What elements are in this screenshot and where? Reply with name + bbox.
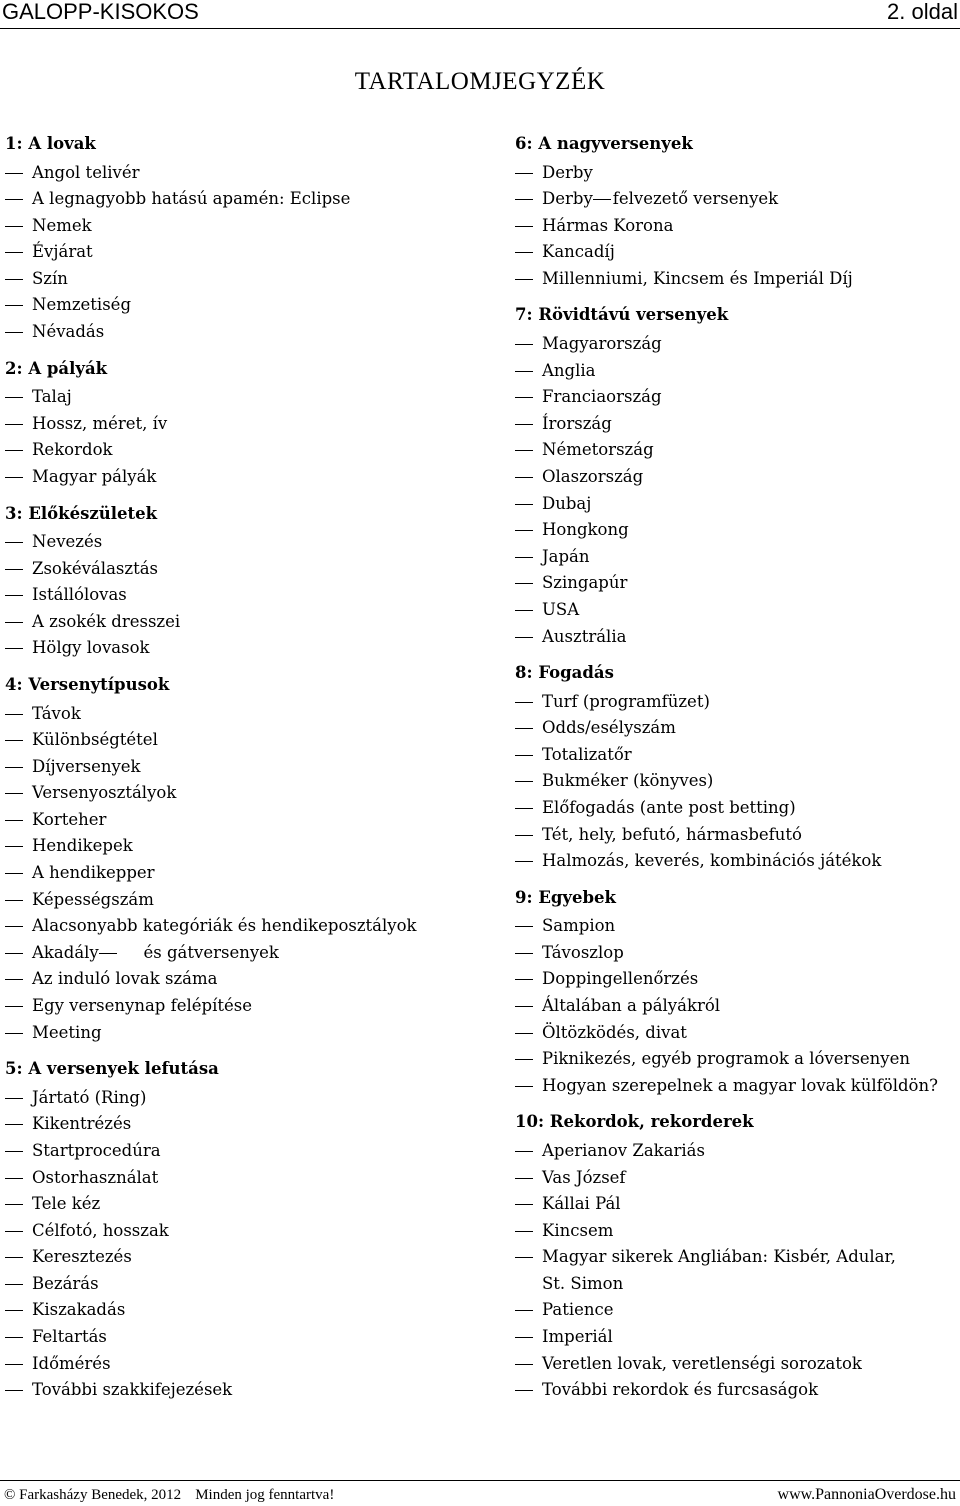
toc-entry[interactable]	[5, 436, 475, 463]
dash-bullet	[515, 1204, 533, 1205]
dash-bullet	[515, 1231, 533, 1232]
toc-entry[interactable]	[515, 238, 955, 265]
toc-entry-label: Ostorhasználat	[32, 1167, 159, 1187]
toc-entry[interactable]	[5, 463, 475, 490]
toc-entry[interactable]	[515, 1323, 955, 1350]
toc-entry[interactable]	[515, 212, 955, 239]
toc-entry-label: Zsokéválasztás	[32, 558, 158, 578]
toc-entry-label: Kállai Pál	[542, 1194, 621, 1214]
dash-bullet	[5, 926, 23, 927]
toc-entry[interactable]	[5, 753, 475, 780]
dash-bullet	[5, 173, 23, 174]
toc-entry[interactable]	[515, 1350, 955, 1377]
toc-entry[interactable]	[515, 357, 955, 384]
dash-bullet	[515, 702, 533, 703]
toc-entry-label: Kiszakadás	[32, 1300, 126, 1320]
toc-entry-label: Millenniumi, Kincsem és Imperiál Díj	[542, 268, 853, 288]
toc-entry-label: Hogyan szerepelnek a magyar lovak külföldön?	[542, 1075, 938, 1095]
toc-entry[interactable]	[5, 265, 475, 292]
toc-entry[interactable]	[515, 1164, 955, 1191]
toc-entry-label: Németország	[542, 440, 654, 460]
toc-entry[interactable]	[5, 185, 475, 212]
toc-entry-label: Bukméker (könyves)	[542, 771, 714, 791]
toc-entry-label: Totalizatőr	[542, 744, 632, 764]
toc-entry[interactable]	[5, 1270, 475, 1297]
dash-bullet	[5, 1006, 23, 1007]
toc-entry-label: Időmérés	[32, 1353, 111, 1373]
dash-bullet	[515, 728, 533, 729]
dash-bullet	[515, 477, 533, 478]
toc-entry-label: Franciaország	[542, 387, 662, 407]
section-title[interactable]: 2: A pályák	[5, 358, 108, 378]
toc-entry[interactable]	[515, 410, 955, 437]
toc-entry-label: Dubaj	[542, 493, 592, 513]
toc-entry-label: A legnagyobb hatású apamén: Eclipse	[32, 189, 351, 209]
toc-entry[interactable]	[5, 238, 475, 265]
toc-title: TARTALOMJEGYZÉK	[354, 68, 606, 95]
toc-entry[interactable]	[5, 528, 475, 555]
toc-entry[interactable]	[515, 741, 955, 768]
toc-entry-label: Hölgy lovasok	[32, 638, 150, 658]
dash-bullet	[5, 1364, 23, 1365]
dash-bullet	[515, 530, 533, 531]
dash-bullet	[5, 226, 23, 227]
toc-entry[interactable]	[5, 318, 475, 345]
toc-entry-label: Turf (programfüzet)	[542, 691, 710, 711]
toc-entry[interactable]	[515, 1190, 955, 1217]
toc-entry[interactable]	[5, 581, 475, 608]
toc-entry[interactable]	[5, 291, 475, 318]
toc-entry[interactable]	[5, 700, 475, 727]
toc-entry-label: Versenyosztályok	[32, 783, 177, 803]
toc-entry-label: Derby	[542, 162, 593, 182]
toc-entry[interactable]	[515, 1243, 955, 1270]
toc-entry[interactable]	[515, 383, 955, 410]
footer-copyright	[4, 1484, 334, 1506]
toc-entry-label: Sampion	[542, 916, 616, 936]
toc-entry[interactable]	[5, 1110, 475, 1137]
toc-entry-label: Írország	[542, 413, 612, 433]
toc-entry[interactable]	[515, 185, 955, 212]
toc-entry-label: Tét, hely, befutó, hármasbefutó	[542, 824, 802, 844]
toc-entry-label: Talaj	[32, 387, 72, 407]
toc-entry-label: Startprocedúra	[32, 1140, 161, 1160]
dash-bullet	[515, 979, 533, 980]
toc-entry[interactable]	[515, 1217, 955, 1244]
toc-entry-label: Nemzetiség	[32, 295, 132, 315]
dash-bullet	[515, 397, 533, 398]
dash-bullet	[5, 1337, 23, 1338]
toc-entry[interactable]	[5, 634, 475, 661]
toc-entry-label: Akadály és gátversenyek	[32, 942, 279, 962]
section-gap	[5, 1045, 475, 1057]
toc-entry-label: USA	[542, 599, 580, 619]
toc-entry-label: Derby felvezető versenyek	[542, 189, 779, 209]
toc-entry[interactable]	[5, 555, 475, 582]
copyright-text: © Farkasházy Benedek, 2012	[4, 1487, 182, 1503]
toc-entry-label: Jártató (Ring)	[32, 1087, 147, 1107]
dash-bullet	[5, 900, 23, 901]
toc-entry-label: Magyar sikerek Angliában: Kisbér, Adular,	[542, 1247, 896, 1267]
toc-entry-label: Patience	[542, 1300, 614, 1320]
dash-bullet	[515, 450, 533, 451]
toc-entry-label: A hendikepper	[32, 863, 155, 883]
dash-bullet	[5, 953, 23, 954]
dash-bullet	[5, 1124, 23, 1125]
section-gap	[515, 874, 955, 886]
toc-entry-label: Szingapúr	[542, 573, 628, 593]
toc-entry[interactable]	[515, 767, 955, 794]
toc-entry-label: Hármas Korona	[542, 215, 674, 235]
toc-entry[interactable]	[515, 159, 955, 186]
page-header	[0, 0, 960, 29]
dash-bullet	[515, 1059, 533, 1060]
toc-entry-label: Öltözködés, divat	[542, 1022, 687, 1042]
dash-bullet	[5, 793, 23, 794]
dash-bullet	[5, 740, 23, 741]
toc-entry-label: Távoszlop	[542, 942, 624, 962]
toc-entry[interactable]	[5, 939, 475, 966]
section-gap	[5, 490, 475, 502]
toc-entry-label: Anglia	[542, 360, 596, 380]
toc-entry[interactable]	[5, 965, 475, 992]
toc-entry[interactable]	[515, 912, 955, 939]
toc-entry[interactable]	[5, 1164, 475, 1191]
dash-bullet	[515, 1257, 533, 1258]
dash-bullet	[515, 1390, 533, 1391]
toc-entry[interactable]	[5, 992, 475, 1019]
toc-entry-label: Aperianov Zakariás	[542, 1140, 705, 1160]
rights-text: Minden jog fenntartva!	[195, 1487, 335, 1503]
toc-entry[interactable]	[515, 569, 955, 596]
section-title[interactable]: 4: Versenytípusok	[5, 675, 170, 694]
toc-entry-label: Alacsonyabb kategóriák és hendikeposztályok	[32, 916, 417, 936]
toc-entry[interactable]	[5, 1084, 475, 1111]
toc-entry[interactable]	[5, 159, 475, 186]
toc-entry[interactable]	[5, 912, 475, 939]
dash-bullet	[5, 1151, 23, 1152]
dash-bullet	[5, 305, 23, 306]
dash-bullet	[5, 1284, 23, 1285]
toc-entry-label: Díjversenyek	[32, 756, 141, 776]
dash-bullet	[5, 873, 23, 874]
toc-entry[interactable]	[515, 516, 955, 543]
section-title[interactable]: 6: A nagyversenyek	[515, 134, 693, 153]
toc-entry-label: Kikentrézés	[32, 1114, 132, 1134]
dash-bullet	[5, 1178, 23, 1179]
toc-entry[interactable]	[5, 410, 475, 437]
toc-entry-label: Általában a pályákról	[542, 996, 721, 1016]
toc-entry[interactable]	[515, 436, 955, 463]
toc-entry-label: Az induló lovak száma	[32, 969, 218, 989]
dash-bullet	[5, 1231, 23, 1232]
toc-entry-label: Nevezés	[32, 532, 103, 552]
toc-entry[interactable]	[5, 886, 475, 913]
toc-entry[interactable]	[515, 939, 955, 966]
dash-bullet	[515, 781, 533, 782]
dash-bullet	[5, 846, 23, 847]
dash-bullet	[5, 767, 23, 768]
dash-bullet	[515, 279, 533, 280]
section-gap	[515, 291, 955, 303]
dash-bullet	[515, 637, 533, 638]
dash-bullet	[5, 714, 23, 715]
toc-entry-label: Bezárás	[32, 1273, 99, 1293]
dash-bullet	[515, 557, 533, 558]
toc-entry[interactable]	[5, 1350, 475, 1377]
dash-bullet	[5, 569, 23, 570]
dash-bullet	[515, 583, 533, 584]
toc-entry-label: Célfotó, hosszak	[32, 1220, 169, 1240]
toc-entry-label: Halmozás, keverés, kombinációs játékok	[542, 851, 882, 871]
website-link[interactable]: www.PannoniaOverdose.hu	[777, 1486, 956, 1503]
toc-entry-label: Hossz, méret, ív	[32, 413, 168, 433]
toc-entry[interactable]	[5, 806, 475, 833]
toc-entry[interactable]	[5, 383, 475, 410]
dash-bullet	[5, 1257, 23, 1258]
section-title[interactable]: 3: Előkészületek	[5, 503, 158, 523]
toc-entry[interactable]	[515, 330, 955, 357]
dash-bullet	[515, 504, 533, 505]
toc-entry-label: További szakkifejezések	[32, 1380, 233, 1400]
toc-entry-label: További rekordok és furcsaságok	[542, 1380, 819, 1400]
toc-entry-label: Szín	[32, 268, 68, 288]
toc-entry-label: Évjárat	[32, 242, 93, 262]
section-title[interactable]: 1: A lovak	[5, 134, 96, 153]
toc-entry-label: Rekordok	[32, 440, 113, 460]
toc-entry[interactable]	[515, 596, 955, 623]
toc-entry-label: Imperiál	[542, 1327, 613, 1347]
document-title: GALOPP-KISOKOS	[2, 0, 199, 24]
section-title[interactable]: 7: Rövidtávú versenyek	[515, 305, 729, 325]
toc-entry-label: Veretlen lovak, veretlenségi sorozatok	[542, 1353, 862, 1373]
toc-entry[interactable]	[5, 1137, 475, 1164]
dash-bullet	[515, 926, 533, 927]
dash-bullet	[515, 199, 533, 200]
toc-entry-label: Japán	[542, 546, 590, 566]
toc-entry-label: Istállólovas	[32, 585, 127, 605]
dash-bullet	[515, 344, 533, 345]
section-gap	[515, 649, 955, 661]
toc-entry-label: Vas József	[542, 1167, 626, 1187]
toc-entry[interactable]	[5, 779, 475, 806]
toc-entry[interactable]	[515, 1296, 955, 1323]
toc-entry[interactable]	[515, 543, 955, 570]
toc-entry-label: Feltartás	[32, 1327, 107, 1347]
dash-bullet	[5, 542, 23, 543]
toc-entry-label: Hongkong	[542, 520, 629, 540]
toc-entry-label: A zsokék dresszei	[32, 611, 181, 631]
toc-entry[interactable]	[515, 847, 955, 874]
section-title[interactable]: 9: Egyebek	[515, 887, 616, 907]
inline-dash	[99, 953, 117, 954]
dash-bullet	[5, 979, 23, 980]
toc-entry[interactable]	[5, 726, 475, 753]
toc-entry-label: Képességszám	[32, 889, 154, 909]
toc-left-column	[5, 132, 475, 1403]
dash-bullet	[5, 279, 23, 280]
toc-entry[interactable]	[515, 1270, 955, 1297]
dash-bullet	[5, 1390, 23, 1391]
page-number: 2. oldal	[887, 0, 958, 24]
dash-bullet	[515, 1337, 533, 1338]
dash-bullet	[5, 477, 23, 478]
section-title[interactable]: 10: Rekordok, rekorderek	[515, 1112, 754, 1132]
toc-entry[interactable]	[515, 1376, 955, 1403]
toc-entry[interactable]	[515, 1045, 955, 1072]
toc-entry-label: Piknikezés, egyéb programok a lóversenyen	[542, 1049, 911, 1069]
dash-bullet	[5, 397, 23, 398]
dash-bullet	[515, 808, 533, 809]
dash-bullet	[5, 450, 23, 451]
dash-bullet	[515, 252, 533, 253]
dash-bullet	[5, 252, 23, 253]
dash-bullet	[515, 953, 533, 954]
toc-entry[interactable]	[5, 608, 475, 635]
toc-entry-label: Tele kéz	[32, 1194, 101, 1214]
dash-bullet	[5, 622, 23, 623]
dash-bullet	[515, 755, 533, 756]
section-title[interactable]: 5: A versenyek lefutása	[5, 1059, 219, 1079]
dash-bullet	[515, 861, 533, 862]
dash-bullet	[515, 1033, 533, 1034]
dash-bullet	[5, 595, 23, 596]
toc-entry[interactable]	[515, 688, 955, 715]
toc-entry-label: Magyar pályák	[32, 466, 157, 486]
toc-entry-label: Kincsem	[542, 1220, 614, 1240]
toc-entry[interactable]	[5, 1376, 475, 1403]
toc-entry[interactable]	[5, 1217, 475, 1244]
dash-bullet	[515, 835, 533, 836]
dash-bullet	[515, 424, 533, 425]
dash-bullet	[515, 1310, 533, 1311]
dash-bullet	[515, 1178, 533, 1179]
toc-entry-label: Nemek	[32, 215, 92, 235]
dash-bullet	[515, 226, 533, 227]
dash-bullet	[5, 1310, 23, 1311]
toc-entry-label: Odds/esélyszám	[542, 718, 676, 738]
toc-entry[interactable]	[515, 463, 955, 490]
toc-entry[interactable]	[515, 1137, 955, 1164]
dash-bullet	[5, 1033, 23, 1034]
section-gap	[5, 345, 475, 357]
toc-entry-label: Doppingellenőrzés	[542, 969, 699, 989]
toc-entry-label: Különbségtétel	[32, 730, 158, 750]
toc-entry[interactable]	[5, 1296, 475, 1323]
dash-bullet	[515, 173, 533, 174]
toc-entry[interactable]	[515, 1019, 955, 1046]
page-footer	[0, 1480, 960, 1505]
toc-entry-label: Előfogadás (ante post betting)	[542, 797, 796, 817]
dash-bullet	[5, 1098, 23, 1099]
toc-entry[interactable]	[515, 1072, 955, 1099]
dash-bullet	[515, 610, 533, 611]
toc-entry[interactable]	[5, 1243, 475, 1270]
toc-entry-label: Angol telivér	[32, 162, 140, 182]
toc-entry-label: Névadás	[32, 322, 105, 342]
toc-entry[interactable]	[515, 490, 955, 517]
toc-entry-label: Ausztrália	[542, 626, 627, 646]
toc-entry[interactable]	[5, 1323, 475, 1350]
dash-bullet	[515, 1086, 533, 1087]
toc-entry[interactable]	[5, 1019, 475, 1046]
toc-entry[interactable]	[5, 859, 475, 886]
toc-entry[interactable]	[515, 265, 955, 292]
dash-bullet	[515, 1151, 533, 1152]
dash-bullet	[5, 1204, 23, 1205]
dash-bullet	[515, 1006, 533, 1007]
toc-entry-label: St. Simon	[542, 1273, 624, 1293]
toc-entry-label: Keresztezés	[32, 1247, 132, 1267]
section-title[interactable]: 8: Fogadás	[515, 663, 614, 683]
toc-entry[interactable]	[515, 794, 955, 821]
toc-entry-label: Olaszország	[542, 466, 644, 486]
dash-bullet	[5, 199, 23, 200]
dash-bullet	[5, 424, 23, 425]
dash-bullet	[515, 371, 533, 372]
toc-entry[interactable]	[5, 1190, 475, 1217]
dash-bullet	[5, 648, 23, 649]
section-gap	[5, 661, 475, 673]
toc-right-column	[515, 132, 955, 1403]
section-gap	[515, 1098, 955, 1110]
dash-bullet	[5, 820, 23, 821]
toc-entry-label: Meeting	[32, 1022, 102, 1042]
toc-entry[interactable]	[5, 212, 475, 239]
toc-entry[interactable]	[515, 992, 955, 1019]
toc-entry[interactable]	[515, 714, 955, 741]
toc-entry-label: Magyarország	[542, 333, 662, 353]
toc-entry-label: Távok	[32, 703, 81, 723]
inline-dash	[593, 199, 611, 200]
toc-entry-label: Egy versenynap felépítése	[32, 996, 252, 1016]
toc-entry-label: Korteher	[32, 809, 107, 829]
toc-entry[interactable]	[515, 965, 955, 992]
toc-entry-label: Kancadíj	[542, 242, 615, 262]
toc-entry-label: Hendikepek	[32, 836, 133, 856]
toc-entry[interactable]	[515, 623, 955, 650]
dash-bullet	[515, 1364, 533, 1365]
toc-entry[interactable]	[515, 821, 955, 848]
toc-entry[interactable]	[5, 832, 475, 859]
dash-bullet	[5, 332, 23, 333]
